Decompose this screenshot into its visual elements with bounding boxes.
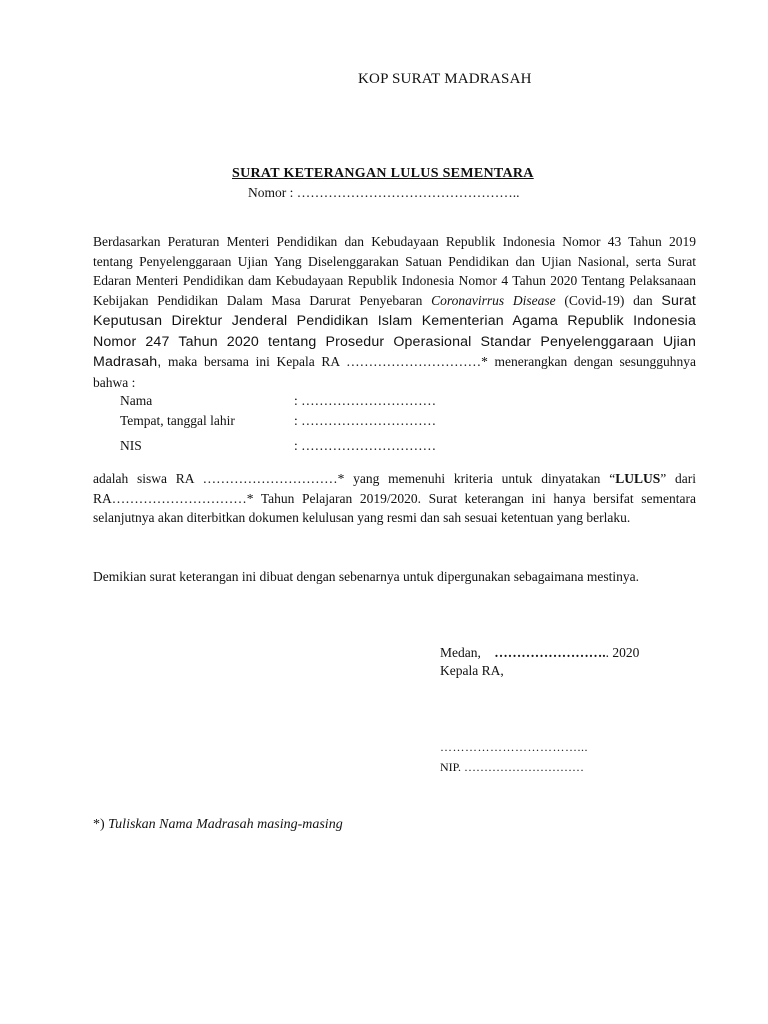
status-lulus: LULUS [615,471,661,486]
signature-date [440,645,639,661]
signature-place: Medan, [440,645,481,660]
field-label: Nama [120,393,153,408]
signature-name-line: ……………………………... [440,740,588,754]
signature-nip: NIP. ………………………… [440,760,585,774]
status-text-2: ” dari RA…………………………* Tahun Pelajaran 2019/2020. Surat keterangan ini hanya bersifat sementara selanjutnya akan diterbitkan dokumen kelulusan yang resmi dan sah sesuai ketentuan yang berlaku. [93,471,696,525]
footnote-text [93,817,343,832]
signature-role: Kepala RA, [440,663,504,678]
opening-text-3: maka bersama ini Kepala RA …………………………* menerangkan dengan sesungguhnya bahwa : [93,354,696,390]
field-value: : ………………………… [294,393,437,408]
opening-paragraph [93,232,696,392]
field-value: : ………………………… [294,438,437,453]
document-title: SURAT KETERANGAN LULUS SEMENTARA [232,166,534,181]
opening-text-sans: Surat Keputusan Direktur Jenderal Pendidikan Islam Kementerian Agama Republik Indonesia Nomor 247 Tahun 2020 tentang Prosedur Operasional Standar Penyelenggaraan Ujian Madrasah, [93,292,696,370]
footnote [93,817,343,833]
field-label: NIS [120,438,142,453]
field-value: : ………………………… [294,413,437,428]
opening-text-1: Berdasarkan Peraturan Menteri Pendidikan dan Kebudayaan Republik Indonesia Nomor 43 Tahun 2019 tentang Penyelenggaraan Ujian Yang Diselenggarakan Satuan Pendidikan dan Ujian Nasional, serta Surat Edaran Menteri Pendidikan dam Kebudayaan Republik Indonesia Nomor 4 Tahun 2020 Tentang Pelaksanaan Kebijakan Pendidikan Dalam Masa Darurat Penyebaran [93,234,696,308]
letterhead-placeholder: KOP SURAT MADRASAH [358,71,532,87]
document-number: Nomor : ………………………………………….. [248,185,520,200]
closing-paragraph: Demikian surat keterangan ini dibuat dengan sebenarnya untuk dipergunakan sebagaimana mestinya. [93,569,639,584]
opening-text-italic: Coronavirrus Disease [431,292,556,308]
footnote-marker: *) [93,817,109,832]
signature-date-blank: ……………………. [494,645,606,660]
status-paragraph [93,469,696,528]
status-text-1: adalah siswa RA …………………………* yang memenuhi kriteria untuk dinyatakan “ [93,471,616,486]
footnote-instruction: Tuliskan Nama Madrasah masing-masing [108,817,343,832]
opening-text-2: (Covid-19) dan [555,292,662,308]
signature-year: . 2020 [605,645,640,660]
field-label: Tempat, tanggal lahir [120,413,235,428]
